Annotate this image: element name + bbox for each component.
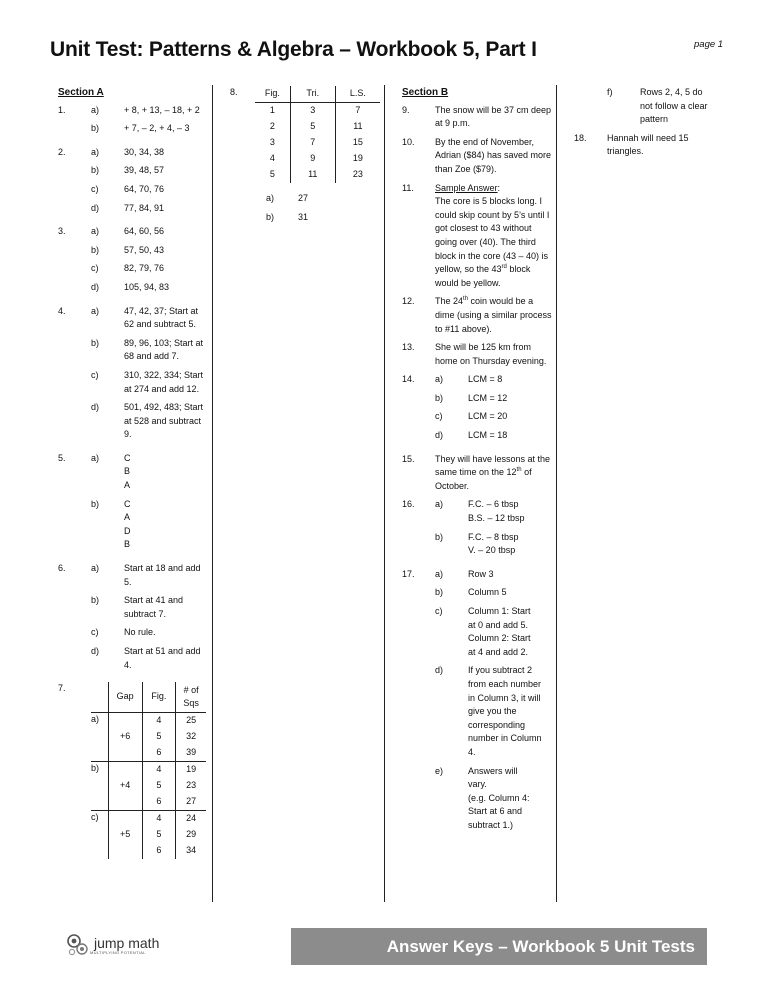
table-header: Fig. [142,682,176,712]
part-label: a) [91,104,100,115]
answer: The 24th coin would be a dime (using a similar process to #11 above). [435,296,552,334]
table-cell: 7 [290,135,335,151]
answer: F.C. – 8 tbsp [468,531,519,542]
column-divider [384,85,385,902]
answer: LCM = 20 [468,411,508,422]
part-label: a) [91,563,100,574]
question-number: 6. [58,563,66,574]
section-a-heading: Section A [58,87,104,98]
table-cell: 6 [142,794,176,811]
table-cell: 3 [290,103,335,120]
table-cell: 4 [142,761,176,778]
answer: + 8, + 13, – 18, + 2 [124,104,200,115]
question-number: 15. [402,453,415,464]
question-8-table [255,86,380,183]
question-7-table [91,682,206,859]
table-cell: 4 [269,153,275,164]
question-number: 12. [402,296,415,307]
answer: The core is 5 blocks long. I could skip count by 5’s until I got closest to 43 without going over (40). The third block in the core (43 – 40) is yellow, so the 43rd block would be yellow. [435,196,550,288]
footer-banner: Answer Keys – Workbook 5 Unit Tests [291,928,707,965]
part-label: c) [435,411,443,422]
answer: LCM = 12 [468,392,508,403]
question-4 [58,305,206,447]
table-header: # of Sqs [176,682,206,712]
table-cell: 39 [176,745,206,762]
question-number: 8. [230,87,238,97]
part-label: d) [91,202,100,213]
part-label: b) [435,587,444,598]
table-header: Gap [108,682,142,712]
question-number: 4. [58,305,66,316]
table-cell: 5 [142,778,176,794]
answer: Answers will vary. [468,765,518,790]
question-number: 14. [402,374,415,385]
question-number: 13. [402,342,415,353]
part-label: b) [266,212,275,222]
part-label: c) [91,627,99,638]
table-header: L.S. [335,86,380,103]
label-colon: : [497,182,501,193]
row-label: c) [91,810,108,827]
part-label: f) [607,87,613,97]
question-number: 5. [58,452,66,463]
answer: No rule. [124,627,156,638]
table-cell: 6 [142,745,176,762]
question-3 [58,225,206,299]
answer: 39, 48, 57 [124,165,165,176]
question-10 [402,136,552,177]
answer: 310, 322, 334; Start at 274 and add 12. [124,369,204,394]
answer: 27 [298,193,309,203]
table-header: Tri. [290,86,335,103]
logo-wordmark: jump math [94,934,160,951]
table-cell: 24 [176,810,206,827]
answer: 105, 94, 83 [124,281,170,292]
table-cell: 19 [176,761,206,778]
section-b-heading: Section B [402,87,449,98]
table-cell: 23 [176,778,206,794]
part-label: a) [91,305,100,316]
question-16 [402,498,552,562]
question-18 [574,132,724,159]
answer: She will be 125 km from home on Thursday evening. [435,342,547,366]
table-cell: 15 [335,135,380,151]
page-number: page 1 [694,39,724,50]
answer: Column 1: Start at 0 and add 5. Column 2: Start at 4 and add 2. [468,606,531,657]
answer: B [124,466,131,477]
answer-list [124,498,206,552]
answer: C [124,498,131,509]
table-cell: 23 [335,167,380,183]
table-cell: 6 [142,843,176,859]
section-b [402,86,552,843]
table-header: Fig. [264,88,280,99]
part-label: b) [91,244,100,255]
question-number: 2. [58,146,66,157]
answer: 47, 42, 37; Start at 62 and subtract 5. [124,305,199,330]
question-number: 17. [402,568,415,579]
answer: Row 3 [468,568,494,579]
answer: 64, 70, 76 [124,183,165,194]
section-a [58,86,206,864]
part-label: a) [266,193,275,203]
part-label: d) [435,430,444,441]
question-number: 16. [402,499,415,510]
part-label: b) [91,498,100,509]
answer: F.C. – 6 tbsp [468,499,519,510]
question-14 [402,373,552,447]
answer: (e.g. Column 4: Start at 6 and subtract 1.) [468,792,530,830]
part-label: a) [435,374,444,385]
answer: 89, 96, 103; Start at 68 and add 7. [124,337,204,362]
table-cell: 11 [335,119,380,135]
table-cell: +6 [108,729,142,745]
answer-list [124,452,206,493]
answer: Column 5 [468,587,507,598]
part-label: a) [91,452,100,463]
jump-math-logo [66,932,159,958]
question-17 [402,568,552,838]
answer: They will have lessons at the same time on the 12th of October. [435,453,551,491]
table-cell: 29 [176,827,206,843]
part-label: d) [91,646,100,656]
table-cell: 5 [269,169,275,180]
question-number: 10. [402,136,415,147]
answer: A [124,512,131,523]
question-number: 9. [402,104,410,115]
answer: C [124,452,131,463]
answer: 57, 50, 43 [124,244,165,255]
part-label: b) [91,337,100,348]
part-label: b) [91,123,100,134]
question-number: 3. [58,226,66,237]
table-cell: 1 [255,103,290,120]
table-cell: 4 [142,712,176,729]
question-1 [58,104,206,141]
sample-answer-label: Sample Answer [435,182,498,193]
table-cell: 5 [142,827,176,843]
table-cell: 3 [269,137,275,148]
table-cell: +4 [108,778,142,794]
answer: B.S. – 12 tbsp [468,513,525,524]
table-cell: 11 [290,167,335,183]
column-divider [556,85,557,902]
table-cell: 9 [290,151,335,167]
answer: + 7, – 2, + 4, – 3 [124,123,190,134]
column-divider [212,85,213,902]
question-12 [402,295,552,336]
row-label: b) [91,761,108,778]
table-cell: 19 [335,151,380,167]
question-11 [402,182,552,291]
part-label: a) [435,568,444,579]
part-label: c) [91,263,99,274]
table-cell: 25 [176,712,206,729]
answer: A [124,480,131,491]
part-label: c) [91,183,99,194]
answer: 31 [298,212,309,222]
answer: Rows 2, 4, 5 do not follow a clear pattern [640,87,708,125]
part-label: a) [91,146,100,157]
question-number: 18. [574,132,587,143]
question-2 [58,146,206,220]
question-number: 7. [58,683,66,694]
question-9 [402,104,552,131]
table-cell: 5 [142,729,176,745]
table-cell: 2 [269,121,275,132]
answer: 501, 492, 483; Start at 528 and subtract 9. [124,402,204,440]
part-label: b) [91,595,100,606]
answer: Start at 41 and subtract 7. [124,595,184,619]
table-cell: 27 [176,794,206,811]
answer: The snow will be 37 cm deep at 9 p.m. [435,104,552,129]
question-13 [402,341,552,368]
answer: LCM = 8 [468,374,503,385]
answer: Start at 18 and add 5. [124,563,201,587]
answer: Hannah will need 15 triangles. [607,132,689,157]
question-7 [58,682,206,859]
part-label: b) [435,531,444,542]
row-label: a) [91,712,108,729]
page-title: Unit Test: Patterns & Algebra – Workbook 5, Part I [50,38,537,61]
answer: 30, 34, 38 [124,146,165,157]
table-cell: 32 [176,729,206,745]
answer: B [124,539,131,550]
table-cell: +5 [108,827,142,843]
part-label: c) [91,369,99,380]
answer: 64, 60, 56 [124,226,165,237]
table-cell: 34 [176,843,206,859]
part-label: d) [435,665,444,676]
part-label: d) [91,402,100,413]
part-label: a) [435,499,444,510]
part-label: a) [91,226,100,237]
part-label: b) [91,165,100,176]
question-5 [58,452,206,557]
table-cell: 4 [142,810,176,827]
part-label: d) [91,281,100,292]
question-15 [402,453,552,494]
answer: LCM = 18 [468,430,508,441]
section-b-continued [574,86,724,164]
answer: V. – 20 tbsp [468,545,516,556]
jump-math-logo-icon [66,932,90,958]
answer: If you subtract 2 from each number in Column 3, it will give you the corresponding number in Column 4. [468,665,542,757]
answer: D [124,525,131,536]
question-number: 1. [58,104,66,115]
question-number: 11. [402,182,414,193]
answer: 82, 79, 76 [124,263,165,274]
table-cell: 5 [290,119,335,135]
logo-tagline: MULTIPLYING POTENTIAL [90,949,146,955]
answer: Start at 51 and add 4. [124,646,201,670]
answer: By the end of November, Adrian ($84) has saved more than Zoe ($79). [435,136,552,174]
table-cell: 7 [335,103,380,120]
part-label: e) [435,765,444,776]
part-label: c) [435,606,443,616]
answer: 77, 84, 91 [124,202,165,213]
part-label: b) [435,392,444,403]
question-6 [58,562,206,677]
question-17f [607,86,724,127]
